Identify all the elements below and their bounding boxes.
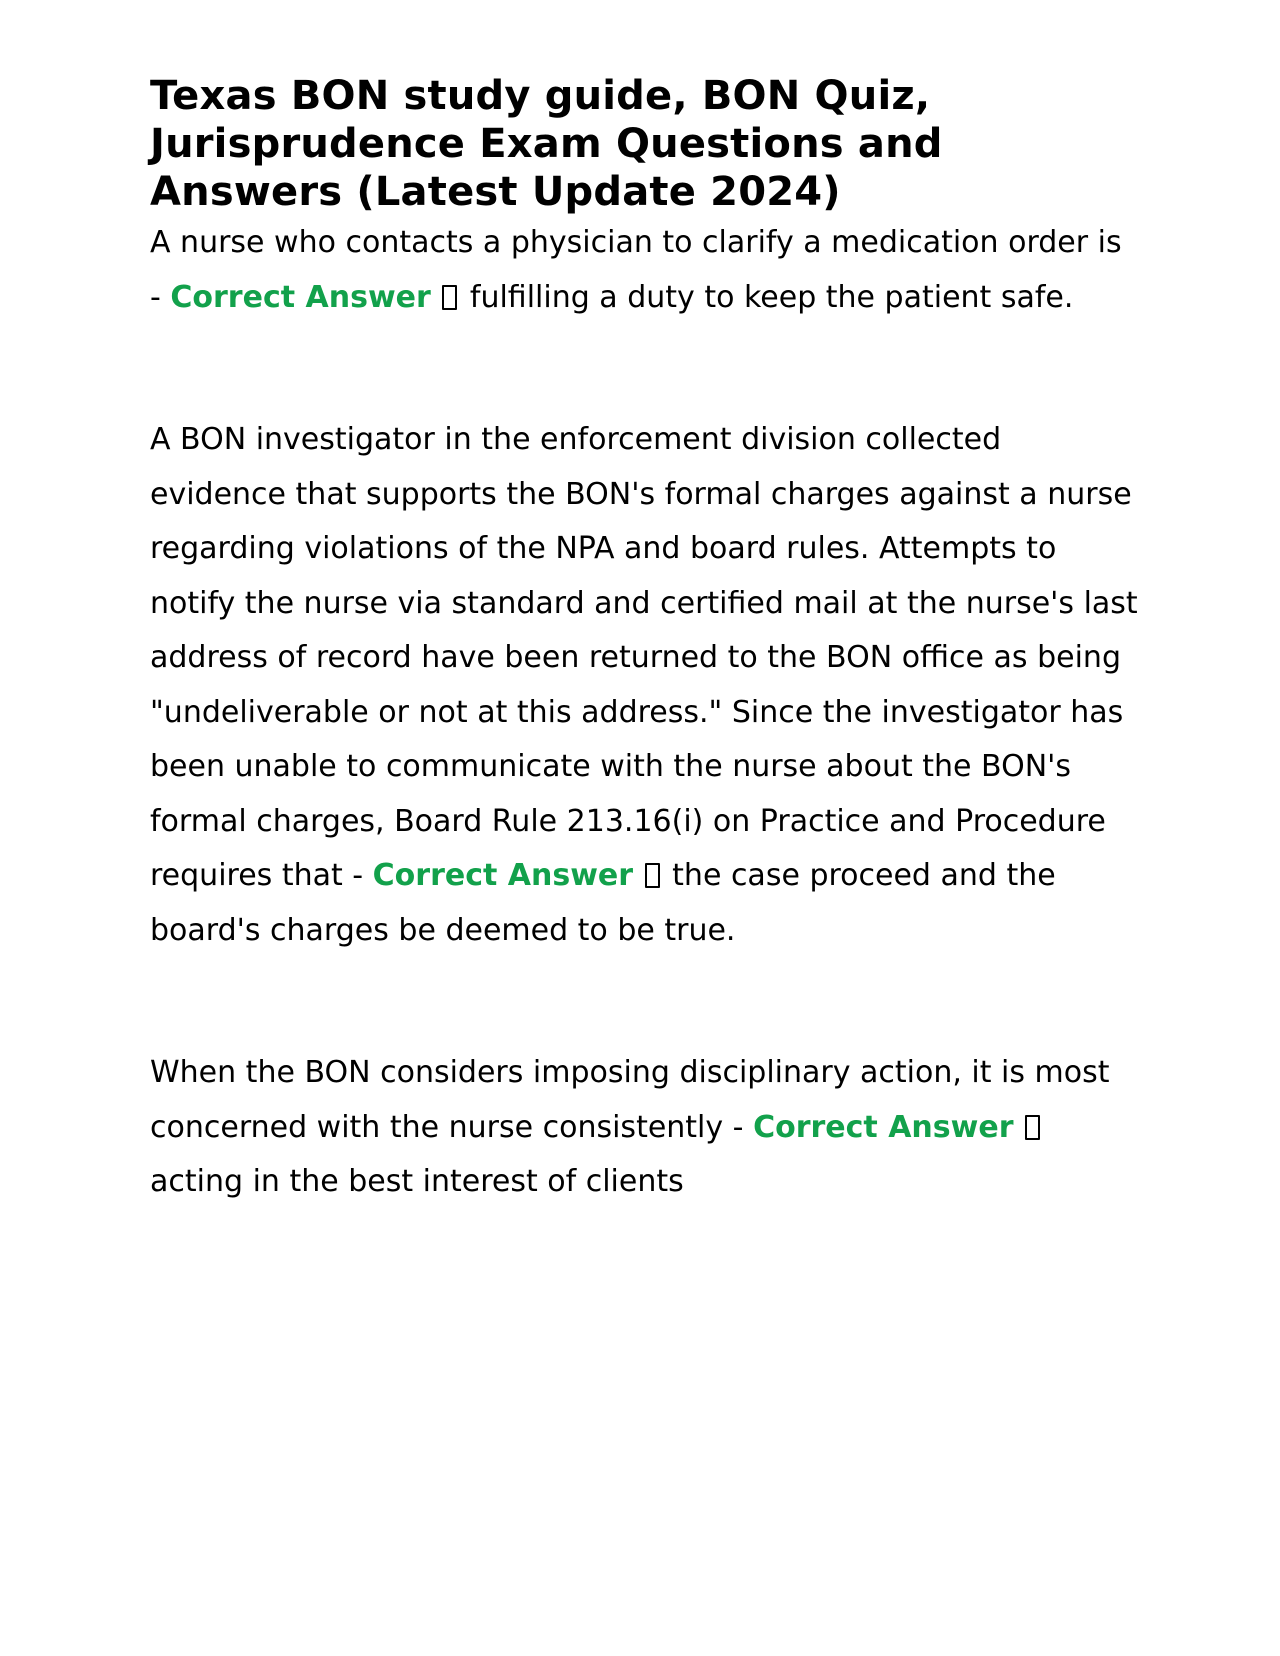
qa-item-2: [150, 413, 1140, 958]
correct-answer-label: Correct Answer: [372, 858, 634, 893]
answer-text: acting in the best interest of clients: [150, 1164, 684, 1199]
missing-glyph-icon: [1025, 1115, 1040, 1140]
missing-glyph-icon: [645, 863, 660, 888]
question-text: When the BON considers imposing disciplinary action, it is most concerned with the nurse consistently -: [150, 1055, 1110, 1145]
answer-text: fulfilling a duty to keep the patient safe.: [469, 279, 1074, 315]
qa-item-1: [150, 216, 1140, 325]
question-text: A BON investigator in the enforcement division collected evidence that supports the BON's formal charges against a nurse regarding violations of the NPA and board rules. Attempts to notify the nurse via standard and certified mail at the nurse's last address of record have been returned to the BON office as being "undeliverable or not at this address." Since the investigator has been unable to communicate with the nurse about the BON's formal charges, Board Rule 213.16(i) on Practice and Procedure requires that -: [150, 422, 1138, 893]
document-page: [150, 72, 1140, 1210]
correct-answer-label: Correct Answer: [170, 279, 431, 315]
qa-item-3: [150, 1046, 1140, 1210]
document-title: Texas BON study guide, BON Quiz, Jurisprudence Exam Questions and Answers (Latest Update 2024): [150, 73, 943, 215]
question-text: A nurse who contacts a physician to clarify a medication order is -: [150, 225, 1122, 315]
correct-answer-label: Correct Answer: [753, 1109, 1014, 1145]
answer-text: the case proceed and the board's charges be deemed to be true.: [150, 858, 1056, 948]
missing-glyph-icon: [442, 285, 457, 310]
